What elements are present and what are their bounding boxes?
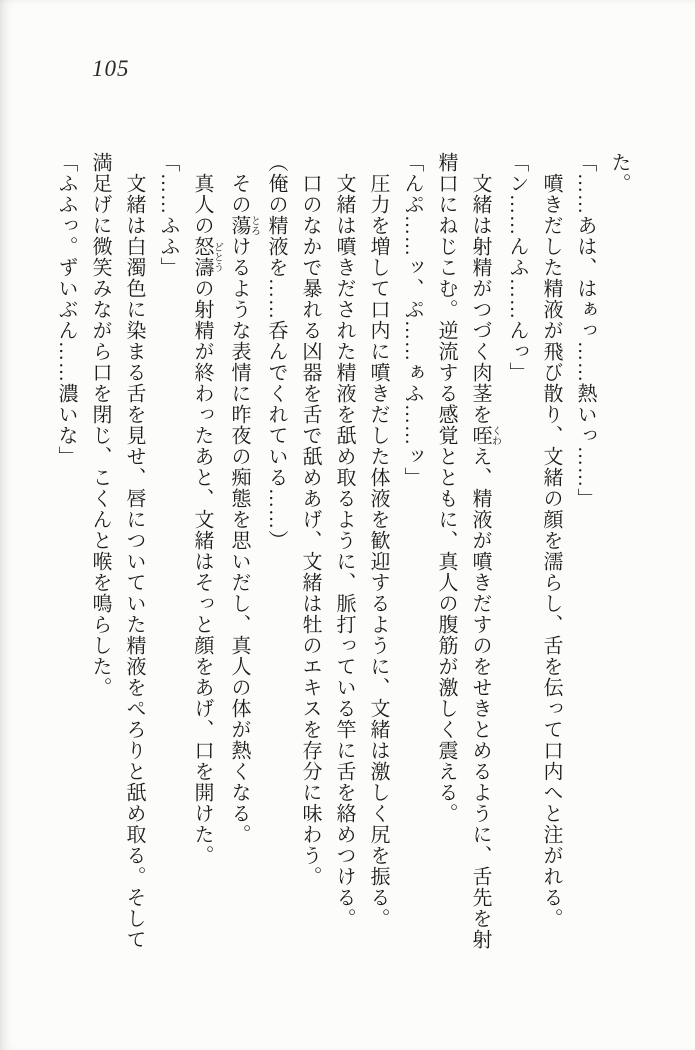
furigana: くわ [489,425,501,446]
paragraph: 噴きだした精液が飛び散り、文緒の顔を濡らし、舌を伝って口内へと注がれる。 [540,173,562,929]
paragraph: 文緒は白濁色に染まる舌を見せ、唇についていた精液をぺろりと舐め取る。そして満足げに微笑みながら口を閉じ、こくんと喉を鳴らした。 [89,152,145,950]
paragraph: 「……あは、はぁっ……熱いっ……」 [574,152,596,509]
furigana: とろ [248,215,260,236]
paragraph: （俺の精液を……呑んでくれている……） [265,152,287,551]
paragraph: 口のなかで暴れる凶器を舌で舐めあげ、文緒は牡のエキスを存分に味わう。 [299,173,321,887]
page-number: 105 [92,56,130,81]
paragraph: 「んぷ……ッ、ぷ……ぁふ……ッ」 [401,152,423,488]
ruby-annotated-word: 怒濤どとう [191,236,223,278]
paragraph: た。 [608,152,630,194]
text-area [46,152,636,952]
ruby-annotated-word: 蕩とろ [228,215,260,236]
paragraph: 「ン……んふ……んっ」 [506,152,528,383]
paragraph: 真人の怒濤どとうの射精が終わったあと、文緒はそっと顔をあげ、口を開けた。 [191,173,223,866]
paragraph: 文緒は噴きだされた精液を舐め取るように、脈打っている竿に舌を絡めつける。 [333,173,355,929]
ruby-annotated-word: 咥くわ [469,425,501,446]
paragraph: 圧力を増して口内に噴きだした体液を歓迎するように、文緒は激しく尻を振る。 [367,173,389,929]
furigana: どとう [211,236,223,278]
paragraph: 「……ふふ」 [157,152,179,278]
paragraph: 「ふふっ。ずいぶん……濃いな」 [55,152,77,467]
paragraph: その蕩とろけるような表情に昨夜の痴態を思いだし、真人の体が熱くなる。 [228,173,260,845]
paragraph: 文緒は射精がつづく肉茎を咥くわえ、精液が噴きだすのをせきとめるように、舌先を射精口にねじこむ。逆流する感覚とともに、真人の腹筋が激しく震える。 [435,152,501,950]
